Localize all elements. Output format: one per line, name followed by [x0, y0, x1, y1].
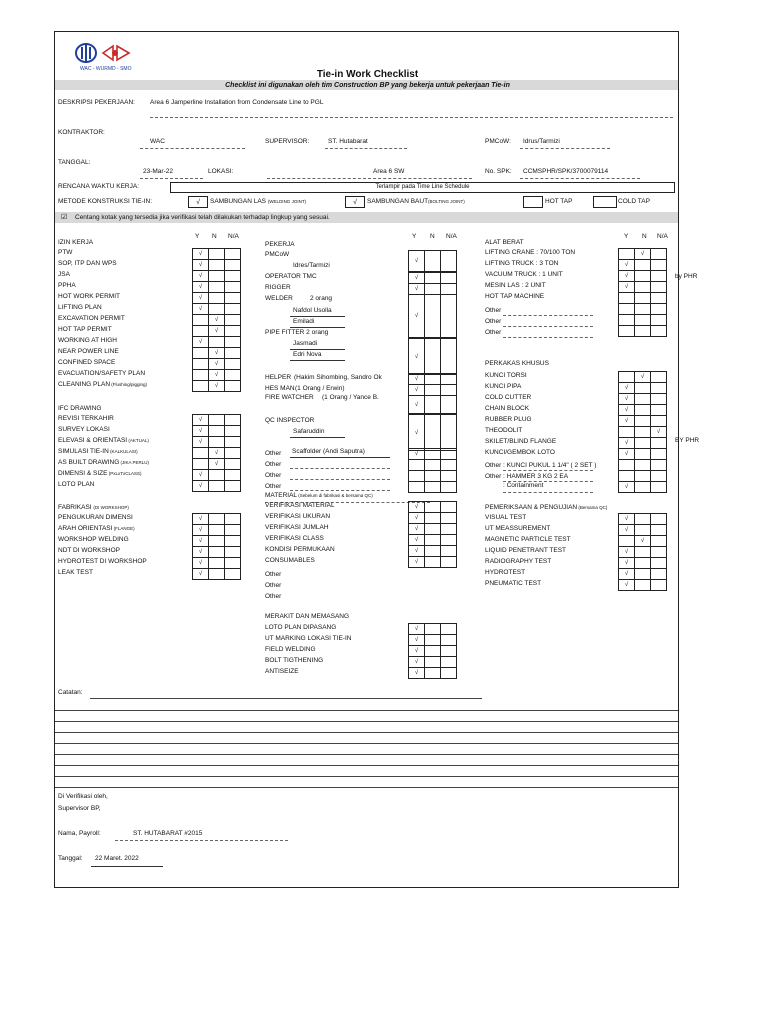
- welder-count: 2 orang: [310, 295, 333, 302]
- fabrikasi-item-na-checkbox[interactable]: [224, 568, 241, 580]
- pipefitter-name-underline: [290, 349, 345, 350]
- other-label: Other: [265, 450, 282, 457]
- fabrikasi-item-y-checkbox[interactable]: √: [192, 524, 209, 536]
- firewatcher-y-checkbox[interactable]: √: [408, 395, 425, 414]
- col3-n-header: N: [642, 233, 647, 240]
- checkbox-icon: ☑: [61, 214, 68, 221]
- izin-item-label: HOT TAP PERMIT: [58, 326, 112, 333]
- pemeriksaan-item-y-checkbox[interactable]: √: [618, 513, 635, 525]
- pmcow-worker-y-checkbox[interactable]: √: [408, 250, 425, 272]
- operator-label: OPERATOR TMC: [265, 273, 317, 280]
- izin-item-y-checkbox[interactable]: √: [192, 259, 209, 271]
- fabrikasi-item-y-checkbox[interactable]: √: [192, 535, 209, 547]
- alat-item-label: LIFTING CRANE : 70/100 TON: [485, 249, 576, 256]
- pemeriksaan-item-y-checkbox[interactable]: √: [618, 579, 635, 591]
- ifc-item-y-checkbox[interactable]: √: [192, 480, 209, 492]
- fabrikasi-text: FABRIKASI: [58, 504, 92, 511]
- welder-name: Nafdol Usolla: [293, 307, 332, 314]
- merakit-item-label: UT MARKING LOKASI TIE-IN: [265, 635, 352, 642]
- izin-item-y-checkbox[interactable]: [192, 380, 209, 392]
- cold-tap-checkbox[interactable]: [593, 196, 617, 208]
- deskripsi-underline: [150, 117, 673, 118]
- izin-item-y-checkbox[interactable]: √: [192, 303, 209, 315]
- supervisor-value: ST. Hutabarat: [328, 138, 368, 145]
- ifc-item-y-checkbox[interactable]: √: [192, 436, 209, 448]
- tanggal-label: TANGGAL:: [58, 159, 91, 166]
- pemeriksaan-item-label: UT MEASSUREMENT: [485, 525, 551, 532]
- instruction-text: Centang kotak yang tersedia jika verifikasi telah dilakukan terhadap lingkup yang sesuai.: [75, 214, 330, 221]
- pekerja-title: PEKERJA: [265, 241, 295, 248]
- sambungan-baut-label: [367, 199, 465, 206]
- qc-n-checkbox[interactable]: [424, 414, 441, 451]
- pmcow-worker-label: PMCoW: [265, 251, 290, 258]
- helper-label: HELPER: [265, 374, 292, 381]
- izin-item-label: LIFTING PLAN: [58, 304, 102, 311]
- izin-item-label: CLEANING PLAN (Flushing/pigging): [58, 381, 148, 388]
- notes-line[interactable]: [55, 765, 678, 766]
- izin-item-n-checkbox[interactable]: √: [208, 347, 225, 359]
- izin-item-na-checkbox[interactable]: [224, 380, 241, 392]
- other-kunci-pukul: Other : KUNCI PUKUL 1 1/4" ( 2 SET ): [485, 462, 597, 469]
- perkakas-item-label: CHAIN BLOCK: [485, 405, 530, 412]
- ifc-item-sub: (PxLxTxCLASS): [107, 471, 142, 476]
- pemeriksaan-item-label: RADIOGRAPHY TEST: [485, 558, 552, 565]
- alat-item-y-checkbox[interactable]: √: [618, 270, 635, 282]
- perkakas-item-label: KUNCI TORSI: [485, 372, 527, 379]
- other-underline: [290, 479, 390, 480]
- nama-label: Nama, Payroll:: [58, 830, 101, 837]
- by-phr-note: by PHR: [675, 273, 698, 280]
- sambungan-las-label: [210, 199, 306, 206]
- pmcow-worker-name: Idres/Tarmizi: [293, 262, 330, 269]
- other-underline: [503, 326, 593, 327]
- pemeriksaan-item-n-checkbox[interactable]: [634, 579, 651, 591]
- supervisor-underline: [325, 148, 407, 149]
- material-item-label: CONSUMABLES: [265, 557, 315, 564]
- ifc-item-y-checkbox[interactable]: √: [192, 425, 209, 437]
- ifc-item-y-checkbox[interactable]: √: [192, 414, 209, 426]
- material-item-y-checkbox[interactable]: √: [408, 556, 425, 568]
- tanggal-sign-underline: [91, 866, 163, 867]
- fabrikasi-item-y-checkbox[interactable]: √: [192, 568, 209, 580]
- ifc-item-sub: (KALKULASI): [108, 449, 138, 454]
- material-item-y-checkbox[interactable]: √: [408, 534, 425, 546]
- pemeriksaan-item-label: PNEUMATIC TEST: [485, 580, 542, 587]
- perkakas-item-label: RUBBER PLUG: [485, 416, 532, 423]
- welder-na-checkbox[interactable]: [440, 294, 457, 338]
- notes-line[interactable]: [55, 732, 678, 733]
- perkakas-item-label: SKILET/BLIND FLANGE: [485, 438, 557, 445]
- metode-label: METODE KONSTRUKSI TIE-IN:: [58, 198, 153, 205]
- pemeriksaan-item-y-checkbox[interactable]: √: [618, 568, 635, 580]
- scaffolder-y-checkbox[interactable]: √: [408, 448, 425, 460]
- other-label: Other: [265, 461, 282, 468]
- alat-other-n-checkbox[interactable]: [634, 325, 651, 337]
- fabrikasi-item-y-checkbox[interactable]: √: [192, 546, 209, 558]
- material-item-y-checkbox[interactable]: √: [408, 501, 425, 513]
- lokasi-value: Area 6 SW: [373, 168, 405, 175]
- merakit-title: MERAKIT DAN MEMASANG: [265, 613, 350, 620]
- supervisor-label: SUPERVISOR:: [265, 138, 310, 145]
- spk-label: No. SPK:: [485, 168, 512, 175]
- col3-na-header: N/A: [657, 233, 668, 240]
- other-label: Other: [485, 318, 502, 325]
- welder-label: WELDER: [265, 295, 293, 302]
- firewatcher-names: (1 Orang / Yance B.: [322, 394, 379, 401]
- rigger-y-checkbox[interactable]: √: [408, 283, 425, 295]
- material-item-na-checkbox[interactable]: [440, 556, 457, 568]
- catatan-first-line: [90, 698, 482, 699]
- merakit-item-n-checkbox[interactable]: [424, 667, 441, 679]
- perkakas-item-n-checkbox[interactable]: √: [634, 371, 651, 383]
- notes-line[interactable]: [55, 710, 678, 711]
- material-item-label: KONDISI PERMUKAAN: [265, 546, 335, 553]
- fabrikasi-item-n-checkbox[interactable]: [208, 568, 225, 580]
- other-label: Other: [265, 571, 282, 578]
- checklist-sheet: [54, 31, 700, 888]
- fabrikasi-item-label: WORKSHOP WELDING: [58, 536, 129, 543]
- welder-name-underline: [290, 327, 345, 328]
- pipefitter-y-checkbox[interactable]: √: [408, 338, 425, 375]
- fabrikasi-title: [58, 505, 129, 512]
- izin-item-y-checkbox[interactable]: √: [192, 248, 209, 260]
- deskripsi-value: Area 6 Jamperline Installation from Condensate Line to PGL: [150, 99, 324, 106]
- containment-underline: [503, 492, 593, 493]
- izin-item-y-checkbox[interactable]: √: [192, 270, 209, 282]
- perkakas-item-y-checkbox[interactable]: √: [618, 448, 635, 460]
- notes-line[interactable]: [55, 721, 678, 722]
- ifc-item-sub: (AKTUAL): [127, 438, 149, 443]
- qc-y-checkbox[interactable]: √: [408, 414, 425, 451]
- alat-item-label: HOT TAP MACHINE: [485, 293, 545, 300]
- merakit-item-label: LOTO PLAN DIPASANG: [265, 624, 337, 631]
- merakit-item-na-checkbox[interactable]: [440, 667, 457, 679]
- firewatcher-label: FIRE WATCHER: [265, 394, 314, 401]
- fabrikasi-item-label: PENGUKURAN DIMENSI: [58, 514, 133, 521]
- verif-line-1: Di Verifikasi oleh,: [58, 793, 108, 800]
- hesman-label: HES MAN: [265, 385, 295, 392]
- pemeriksaan-item-y-checkbox[interactable]: √: [618, 524, 635, 536]
- ifc-item-na-checkbox[interactable]: [224, 480, 241, 492]
- izin-item-y-checkbox[interactable]: √: [192, 336, 209, 348]
- other-underline: [503, 470, 593, 471]
- tanggal-underline: [140, 178, 203, 179]
- material-item-y-checkbox[interactable]: √: [408, 523, 425, 535]
- pipefitter-name: Jasmadi: [293, 340, 318, 347]
- fabrikasi-item-y-checkbox[interactable]: √: [192, 557, 209, 569]
- perkakas-item-na-checkbox[interactable]: √: [650, 426, 667, 438]
- firewatcher-n-checkbox[interactable]: [424, 395, 441, 414]
- containment-n-checkbox[interactable]: [634, 481, 651, 493]
- col2-n-header: N: [430, 233, 435, 240]
- operator-y-checkbox[interactable]: √: [408, 272, 425, 284]
- col2-y-header: Y: [412, 233, 417, 240]
- col1-n-header: N: [212, 233, 217, 240]
- izin-item-n-checkbox[interactable]: √: [208, 358, 225, 370]
- perkakas-item-label: COLD CUTTER: [485, 394, 532, 401]
- pemeriksaan-item-label: MAGNETIC PARTICLE TEST: [485, 536, 571, 543]
- lokasi-underline: [267, 178, 472, 179]
- merakit-item-y-checkbox[interactable]: √: [408, 623, 425, 635]
- perkakas-item-y-checkbox[interactable]: √: [618, 415, 635, 427]
- notes-line[interactable]: [55, 776, 678, 777]
- fabrikasi-item-y-checkbox[interactable]: √: [192, 513, 209, 525]
- containment-na-checkbox[interactable]: [650, 481, 667, 493]
- izin-item-n-checkbox[interactable]: √: [208, 314, 225, 326]
- logo-caption: WAC - WURMD - SMO: [80, 66, 132, 72]
- verif-line-2: Supervisor BP,: [58, 805, 101, 812]
- material-item-label: VERIFIKASI JUMLAH: [265, 524, 329, 531]
- alat-item-n-checkbox[interactable]: √: [634, 248, 651, 260]
- pmcow-label: PMCoW:: [485, 138, 511, 145]
- welder-name: Emiladi: [293, 318, 315, 325]
- qc-name: Safaruddin: [293, 428, 325, 435]
- merakit-item-y-checkbox[interactable]: √: [408, 645, 425, 657]
- izin-item-label: EXCAVATION PERMIT: [58, 315, 125, 322]
- alat-berat-title: ALAT BERAT: [485, 239, 524, 246]
- ifc-drawing-title: IFC DRAWING: [58, 405, 102, 412]
- hot-tap-checkbox[interactable]: [523, 196, 543, 208]
- izin-item-label: PPHA: [58, 282, 76, 289]
- alat-item-label: LIFTING TRUCK : 3 TON: [485, 260, 559, 267]
- helper-names: (Hakim Sihombing, Sandro Ok: [294, 374, 382, 381]
- other-label: Other: [485, 329, 502, 336]
- fabrikasi-sub: (DI WORKSHOP): [93, 505, 129, 510]
- perkakas-item-label: KUNCI/GEMBOK LOTO: [485, 449, 555, 456]
- hesman-y-checkbox[interactable]: √: [408, 384, 425, 396]
- ifc-item-n-checkbox[interactable]: √: [208, 447, 225, 459]
- col2-na-header: N/A: [446, 233, 457, 240]
- qc-na-checkbox[interactable]: [440, 414, 457, 451]
- merakit-item-y-checkbox[interactable]: √: [408, 656, 425, 668]
- nama-underline: [115, 840, 288, 841]
- fabrikasi-item-label: HYDROTEST DI WORKSHOP: [58, 558, 147, 565]
- bolting-checkbox[interactable]: √: [345, 196, 365, 208]
- spk-underline: [520, 178, 640, 179]
- tanggal-sign-label: Tanggal:: [58, 855, 83, 862]
- izin-item-label: CONFINED SPACE: [58, 359, 116, 366]
- izin-item-label: HOT WORK PERMIT: [58, 293, 120, 300]
- material-item-label: VERIFIKASI CLASS: [265, 535, 324, 542]
- ifc-item-label: REVISI TERKAHIR: [58, 415, 114, 422]
- perkakas-item-y-checkbox[interactable]: √: [618, 404, 635, 416]
- perkakas-item-y-checkbox[interactable]: √: [618, 393, 635, 405]
- deskripsi-label: DESKRIPSI PEKERJAAN:: [58, 99, 135, 106]
- scaffolder-name: Scaffolder (Andi Saputra): [292, 448, 365, 455]
- izin-item-n-checkbox[interactable]: √: [208, 325, 225, 337]
- izin-item-label: NEAR POWER LINE: [58, 348, 119, 355]
- fabrikasi-item-label: ARAH ORIENTASI (FLANGE): [58, 525, 135, 532]
- welding-checkbox[interactable]: √: [188, 196, 208, 208]
- merakit-item-label: ANTISEIZE: [265, 668, 299, 675]
- other-label: Other: [485, 307, 502, 314]
- pemeriksaan-item-label: VISUAL TEST: [485, 514, 527, 521]
- pipefitter-na-checkbox[interactable]: [440, 338, 457, 375]
- other-y-checkbox[interactable]: [408, 481, 425, 493]
- spk-value: CCMSPHR/SPK/3700079114: [523, 168, 609, 175]
- merakit-item-label: FIELD WELDING: [265, 646, 316, 653]
- by-phr-note: BY PHR: [675, 437, 700, 444]
- material-item-n-checkbox[interactable]: [424, 556, 441, 568]
- pipefitter-label: PIPE FITTER 2 orang: [265, 329, 329, 336]
- izin-item-y-checkbox[interactable]: √: [192, 281, 209, 293]
- col1-y-header: Y: [195, 233, 200, 240]
- rencana-label: RENCANA WAKTU KERJA:: [58, 183, 140, 190]
- perkakas-item-label: THEODOLIT: [485, 427, 523, 434]
- pemeriksaan-item-label: HYDROTEST: [485, 569, 526, 576]
- company-logo: [73, 42, 135, 66]
- other-label: Other: [265, 483, 282, 490]
- sambungan-las-text: SAMBUNGAN LAS: [210, 198, 266, 205]
- material-item-label: VERIFIKASI MATERIAL: [265, 502, 335, 509]
- helper-y-checkbox[interactable]: √: [408, 373, 425, 385]
- scaffolder-underline: [290, 457, 390, 458]
- alat-item-y-checkbox[interactable]: √: [618, 259, 635, 271]
- ifc-item-y-checkbox[interactable]: √: [192, 469, 209, 481]
- perkakas-item-y-checkbox[interactable]: √: [618, 382, 635, 394]
- pmcow-worker-na-checkbox[interactable]: [440, 250, 457, 272]
- izin-item-n-checkbox[interactable]: √: [208, 369, 225, 381]
- ifc-item-label: LOTO PLAN: [58, 481, 95, 488]
- material-title: MATERIAL (Sebelum di fabrikasi & bersama QC): [265, 492, 373, 499]
- izin-item-n-checkbox[interactable]: √: [208, 380, 225, 392]
- kontraktor-value: WAC: [150, 138, 165, 145]
- izin-item-y-checkbox[interactable]: √: [192, 292, 209, 304]
- pemeriksaan-sub: (Bersama QC): [577, 505, 608, 510]
- notes-line[interactable]: [55, 787, 678, 788]
- material-sub: (Sebelum di fabrikasi & bersama QC): [297, 493, 373, 498]
- izin-item-label: SOP, ITP DAN WPS: [58, 260, 117, 267]
- page-subtitle: Checklist ini digunakan oleh tim Construction BP yang bekerja untuk pekerjaan Tie-in: [225, 82, 510, 89]
- fabrikasi-item-label: NDT DI WORKSHOP: [58, 547, 120, 554]
- sambungan-las-sub: (WELDING JOINT): [267, 199, 307, 204]
- pmcow-underline: [520, 148, 610, 149]
- material-item-y-checkbox[interactable]: √: [408, 512, 425, 524]
- other-label: Other: [265, 593, 282, 600]
- ifc-item-sub: (JIKA PERLU): [119, 460, 150, 465]
- other-underline: [503, 337, 593, 338]
- sambungan-baut-text: SAMBUNGAN BAUT: [367, 198, 429, 205]
- izin-item-label: EVACUATION/SAFETY PLAN: [58, 370, 146, 377]
- ifc-item-label: AS BUILT DRAWING (JIKA PERLU): [58, 459, 150, 466]
- containment-label: : Containment: [503, 482, 544, 489]
- pipefitter-n-checkbox[interactable]: [424, 338, 441, 375]
- alat-item-label: MESIN LAS : 2 UNIT: [485, 282, 546, 289]
- ifc-item-label: DIMENSI & SIZE (PxLxTxCLASS): [58, 470, 142, 477]
- welder-y-checkbox[interactable]: √: [408, 294, 425, 338]
- containment-y-checkbox[interactable]: √: [618, 481, 635, 493]
- welder-n-checkbox[interactable]: [424, 294, 441, 338]
- ifc-item-n-checkbox[interactable]: [208, 480, 225, 492]
- other-n-checkbox[interactable]: [424, 481, 441, 493]
- perkakas-item-label: KUNCI PIPA: [485, 383, 522, 390]
- other-label: Other: [265, 472, 282, 479]
- merakit-item-y-checkbox[interactable]: √: [408, 634, 425, 646]
- pemeriksaan-item-y-checkbox[interactable]: √: [618, 546, 635, 558]
- lokasi-label: LOKASI:: [208, 168, 234, 175]
- izin-item-label: PTW: [58, 249, 73, 256]
- ifc-item-n-checkbox[interactable]: √: [208, 458, 225, 470]
- pemeriksaan-item-na-checkbox[interactable]: [650, 579, 667, 591]
- hesman-names: (1 Orang / Erwin): [295, 385, 345, 392]
- pmcow-value: Idrus/Tarmizi: [523, 138, 560, 145]
- ifc-item-label: SURVEY LOKASI: [58, 426, 110, 433]
- catatan-label: Catatan:: [58, 689, 83, 696]
- alat-other-y-checkbox[interactable]: [618, 325, 635, 337]
- alat-other-na-checkbox[interactable]: [650, 325, 667, 337]
- tanggal-sign-value: 22 Maret. 2022: [95, 855, 139, 862]
- other-underline: [290, 490, 390, 491]
- other-na-checkbox[interactable]: [440, 481, 457, 493]
- izin-item-label: WORKING AT HIGH: [58, 337, 117, 344]
- other-underline: [290, 468, 390, 469]
- kontraktor-underline: [140, 148, 245, 149]
- qc-title: QC INSPECTOR: [265, 417, 315, 424]
- ifc-item-label: ELEVASI & ORIENTASI (AKTUAL): [58, 437, 149, 444]
- kontraktor-label: KONTRAKTOR:: [58, 129, 105, 136]
- nama-value: ST. HUTABARAT #2015: [133, 830, 203, 837]
- rencana-value: Terlampir pada Time Line Schedule: [375, 184, 470, 190]
- col3-y-header: Y: [624, 233, 629, 240]
- pipefitter-name: Edri Nova: [293, 351, 322, 358]
- welder-name-underline: [290, 316, 345, 317]
- ifc-item-label: SIMULASI TIE-IN (KALKULASI): [58, 448, 138, 455]
- qc-name-underline: [290, 437, 345, 438]
- firewatcher-na-checkbox[interactable]: [440, 395, 457, 414]
- pemeriksaan-item-label: LIQUID PENETRANT TEST: [485, 547, 567, 554]
- tanggal-value: 23-Mar-22: [143, 168, 173, 175]
- material-item-y-checkbox[interactable]: √: [408, 545, 425, 557]
- alat-item-label: VACUUM TRUCK : 1 UNIT: [485, 271, 563, 278]
- cold-tap-label: COLD TAP: [618, 198, 650, 205]
- izin-kerja-title: IZIN KERJA: [58, 239, 94, 246]
- arah-sub: (FLANGE): [112, 526, 135, 531]
- pmcow-worker-n-checkbox[interactable]: [424, 250, 441, 272]
- perkakas-title: PERKAKAS KHUSUS: [485, 360, 549, 367]
- alat-item-y-checkbox[interactable]: √: [618, 281, 635, 293]
- other-underline: [503, 315, 593, 316]
- merakit-item-label: BOLT TIGTHENING: [265, 657, 324, 664]
- other-label: Other: [265, 582, 282, 589]
- pemeriksaan-item-y-checkbox[interactable]: √: [618, 557, 635, 569]
- sambungan-baut-sub: (BOLTING JOINT): [428, 199, 465, 204]
- hot-tap-label: HOT TAP: [545, 198, 573, 205]
- page-title: Tie-in Work Checklist: [316, 69, 419, 80]
- fabrikasi-item-label: LEAK TEST: [58, 569, 93, 576]
- pemeriksaan-item-n-checkbox[interactable]: √: [634, 535, 651, 547]
- notes-line[interactable]: [55, 743, 678, 744]
- izin-item-label: JSA: [58, 271, 70, 278]
- perkakas-item-y-checkbox[interactable]: √: [618, 437, 635, 449]
- pipefitter-name-underline: [290, 360, 345, 361]
- col1-na-header: N/A: [228, 233, 239, 240]
- pemeriksaan-title: PEMERIKSAAN & PENGUJIAN (Bersama QC): [485, 504, 608, 511]
- merakit-item-y-checkbox[interactable]: √: [408, 667, 425, 679]
- rigger-label: RIGGER: [265, 284, 291, 291]
- cleaning-sub: (Flushing/pigging): [110, 382, 148, 387]
- other-hammer: Other : HAMMER 3 KG 2 EA: [485, 473, 569, 480]
- material-item-label: VERIFIKASI UKURAN: [265, 513, 331, 520]
- notes-line[interactable]: [55, 754, 678, 755]
